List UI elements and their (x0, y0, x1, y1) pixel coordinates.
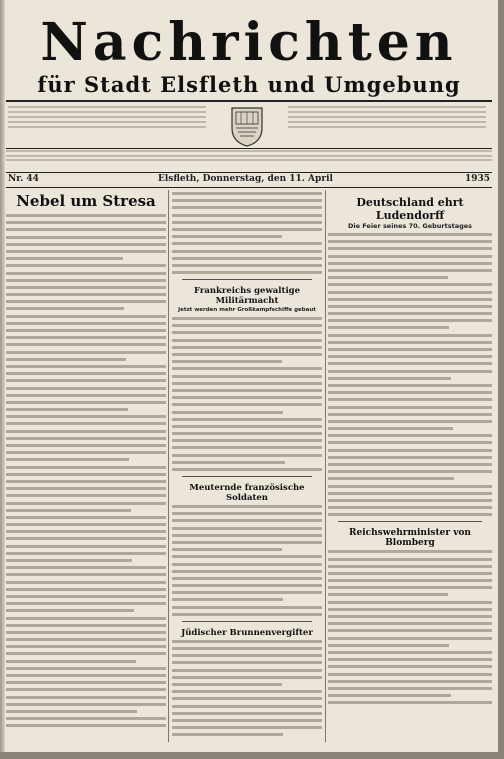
text-line (172, 214, 322, 217)
text-line (328, 506, 492, 509)
text-line (6, 458, 129, 461)
text-line (6, 250, 166, 253)
text-line (172, 591, 322, 594)
masthead-rule (6, 100, 492, 102)
column-left (6, 190, 166, 742)
text-line (172, 331, 322, 334)
text-line (6, 703, 166, 706)
headline-brunnenvergifter: Jüdischer Brunnenvergifter (181, 627, 313, 638)
text-line (6, 537, 166, 540)
article-body (172, 317, 322, 471)
text-line (172, 199, 322, 202)
publisher-info-left (8, 106, 206, 146)
text-line (6, 444, 166, 447)
text-line (172, 446, 322, 449)
text-line (6, 473, 166, 476)
text-line (172, 676, 322, 679)
text-line (172, 339, 322, 342)
text-line (328, 644, 449, 647)
text-line (6, 236, 166, 239)
text-line (172, 461, 285, 464)
text-line (6, 351, 166, 354)
text-line (328, 298, 492, 301)
text-line (172, 468, 322, 471)
article-body (172, 505, 322, 616)
text-line (328, 262, 492, 265)
text-line (328, 687, 492, 690)
text-line (172, 598, 283, 601)
text-line (328, 651, 492, 654)
text-line (6, 272, 166, 275)
column-right (328, 190, 492, 742)
column-divider (325, 190, 326, 742)
text-line (6, 509, 131, 512)
text-line (6, 724, 166, 727)
text-line (172, 264, 322, 267)
text-line (172, 353, 322, 356)
text-line (328, 629, 492, 632)
text-line (328, 413, 492, 416)
text-line (328, 291, 492, 294)
text-line (172, 697, 322, 700)
text-line (328, 233, 492, 236)
text-line (328, 406, 492, 409)
text-line (328, 434, 492, 437)
text-line (328, 558, 492, 561)
text-line (172, 228, 322, 231)
text-line (328, 355, 492, 358)
text-line (328, 427, 453, 430)
text-line (328, 255, 492, 258)
text-line (328, 319, 492, 322)
text-line (172, 367, 322, 370)
text-line (6, 315, 166, 318)
article-divider (182, 279, 312, 280)
text-line (172, 534, 322, 537)
text-line (6, 394, 166, 397)
text-line (328, 622, 492, 625)
text-line (328, 565, 492, 568)
headline-ludendorff: Deutschland ehrt Ludendorff (356, 196, 464, 222)
text-line (6, 358, 126, 361)
text-line (172, 192, 322, 195)
text-line (172, 669, 322, 672)
text-line (6, 502, 166, 505)
article-body (328, 550, 492, 704)
text-line (328, 499, 492, 502)
text-line (328, 572, 492, 575)
text-line (6, 365, 166, 368)
text-line (328, 470, 492, 473)
issue-rule-bottom (6, 187, 492, 188)
text-line (6, 437, 166, 440)
text-line (328, 326, 449, 329)
page-binding-edge (0, 0, 5, 752)
text-line (328, 513, 492, 516)
headline-blomberg: Reichswehrminister von Blomberg (349, 528, 471, 549)
text-line (328, 398, 492, 401)
article-body (328, 233, 492, 516)
text-line (6, 329, 166, 332)
text-line (6, 588, 166, 591)
text-line (328, 492, 492, 495)
article-divider (338, 521, 482, 522)
issue-line (8, 174, 490, 186)
text-line (6, 581, 166, 584)
text-line (328, 449, 492, 452)
article-body (6, 214, 166, 727)
text-line (328, 463, 492, 466)
text-line (328, 665, 492, 668)
text-line (172, 360, 282, 363)
text-line (6, 645, 166, 648)
text-line (6, 279, 166, 282)
text-line (172, 606, 322, 609)
text-line (6, 595, 166, 598)
text-line (172, 726, 322, 729)
text-line (172, 584, 322, 587)
headline-meuternde-soldaten: Meuternde französische Soldaten (189, 483, 305, 503)
text-line (328, 441, 492, 444)
text-line (172, 382, 322, 385)
text-line (328, 586, 492, 589)
text-line (172, 250, 322, 253)
headline-frankreich: Frankreichs gewaltige Militärmacht (193, 286, 301, 307)
text-line (6, 293, 166, 296)
town-coat-of-arms-icon (214, 104, 280, 148)
text-line (328, 305, 492, 308)
text-line (172, 548, 282, 551)
text-line (6, 401, 166, 404)
text-line (172, 221, 322, 224)
text-line (6, 243, 166, 246)
text-line (6, 372, 166, 375)
text-line (6, 681, 166, 684)
text-line (172, 235, 282, 238)
text-line (6, 300, 166, 303)
text-line (172, 654, 322, 657)
issue-date: Elsfleth, Donnerstag, den 11. April (158, 174, 333, 184)
issue-year: 1935 (464, 174, 490, 184)
article-body (172, 640, 322, 736)
text-line (6, 516, 166, 519)
text-line (328, 341, 492, 344)
text-line (6, 552, 166, 555)
text-line (172, 527, 322, 530)
text-line (172, 375, 322, 378)
text-line (328, 269, 492, 272)
text-line (328, 312, 492, 315)
text-line (172, 403, 322, 406)
text-line (6, 674, 166, 677)
text-line (328, 601, 492, 604)
text-line (6, 221, 166, 224)
column-middle (172, 190, 322, 742)
text-line (328, 615, 492, 618)
text-line (172, 242, 322, 245)
text-line (6, 710, 137, 713)
text-line (6, 214, 166, 217)
text-line (172, 690, 322, 693)
text-line (172, 324, 322, 327)
text-line (172, 512, 322, 515)
text-line (6, 696, 166, 699)
text-line (6, 667, 166, 670)
text-line (172, 541, 322, 544)
text-line (6, 336, 166, 339)
text-line (6, 717, 166, 720)
text-line (6, 624, 166, 627)
text-line (6, 286, 166, 289)
text-line (172, 271, 322, 274)
text-line (328, 334, 492, 337)
text-line (328, 701, 492, 704)
text-line (328, 680, 492, 683)
text-line (172, 719, 322, 722)
text-line (6, 343, 166, 346)
text-line (328, 276, 448, 279)
subscription-info (6, 150, 492, 172)
text-line (328, 694, 451, 697)
text-line (172, 577, 322, 580)
text-line (172, 418, 322, 421)
column-divider (168, 190, 169, 742)
text-line (6, 638, 166, 641)
text-line (328, 377, 451, 380)
text-line (6, 379, 166, 382)
text-line (172, 519, 322, 522)
text-line (328, 391, 492, 394)
text-line (6, 466, 166, 469)
text-line (328, 637, 492, 640)
issue-number: Nr. 44 (8, 174, 39, 184)
text-line (172, 555, 322, 558)
text-line (328, 283, 492, 286)
text-line (172, 396, 322, 399)
text-line (6, 573, 166, 576)
issue-rule-top (6, 172, 492, 173)
header-divider (6, 148, 492, 149)
text-line (172, 257, 322, 260)
text-line (172, 563, 322, 566)
text-line (6, 451, 166, 454)
text-line (6, 257, 123, 260)
text-line (6, 322, 166, 325)
text-line (6, 487, 166, 490)
text-line (328, 485, 492, 488)
text-line (6, 609, 134, 612)
text-line (6, 545, 166, 548)
text-line (6, 387, 166, 390)
text-line (6, 631, 166, 634)
text-line (172, 389, 322, 392)
subhead-ludendorff: Die Feier seines 70. Geburtstages (347, 222, 473, 230)
text-line (172, 705, 322, 708)
masthead-title: Nachrichten (40, 12, 458, 73)
text-line (6, 660, 136, 663)
text-line (328, 240, 492, 243)
text-line (172, 206, 322, 209)
text-line (328, 362, 492, 365)
article-divider (182, 621, 312, 622)
text-line (328, 348, 492, 351)
text-line (6, 602, 166, 605)
text-line (328, 420, 492, 423)
text-line (328, 579, 492, 582)
text-line (172, 640, 322, 643)
text-line (172, 647, 322, 650)
text-line (172, 439, 322, 442)
text-line (328, 477, 454, 480)
text-line (6, 688, 166, 691)
text-line (328, 456, 492, 459)
text-line (172, 712, 322, 715)
text-line (328, 658, 492, 661)
text-line (172, 425, 322, 428)
text-line (172, 346, 322, 349)
subhead-frankreich: Jetzt werden mehr Großkampfschiffe gebaut (178, 307, 316, 314)
text-line (6, 307, 124, 310)
text-line (172, 613, 322, 616)
text-line (6, 530, 166, 533)
text-line (172, 454, 322, 457)
article-body (172, 192, 322, 274)
masthead-subtitle: für Stadt Elsfleth und Umgebung (37, 72, 461, 97)
text-line (6, 559, 132, 562)
text-line (6, 415, 166, 418)
headline-nebel-um-stresa: Nebel um Stresa (16, 192, 156, 210)
text-line (328, 593, 448, 596)
text-line (172, 683, 282, 686)
text-line (328, 247, 492, 250)
text-line (6, 566, 166, 569)
text-line (172, 733, 283, 736)
text-line (172, 432, 322, 435)
publisher-info-right (288, 106, 486, 146)
text-line (172, 411, 283, 414)
text-line (328, 550, 492, 553)
text-line (6, 430, 166, 433)
text-line (172, 317, 322, 320)
text-line (6, 617, 166, 620)
text-line (172, 661, 322, 664)
text-line (6, 523, 166, 526)
text-line (6, 422, 166, 425)
text-line (328, 370, 492, 373)
text-line (6, 228, 166, 231)
text-line (6, 480, 166, 483)
text-line (172, 570, 322, 573)
text-line (6, 494, 166, 497)
text-line (172, 505, 322, 508)
text-line (6, 652, 166, 655)
text-line (328, 384, 492, 387)
text-line (328, 673, 492, 676)
article-divider (182, 476, 312, 477)
text-line (6, 408, 128, 411)
text-line (6, 264, 166, 267)
text-line (328, 608, 492, 611)
